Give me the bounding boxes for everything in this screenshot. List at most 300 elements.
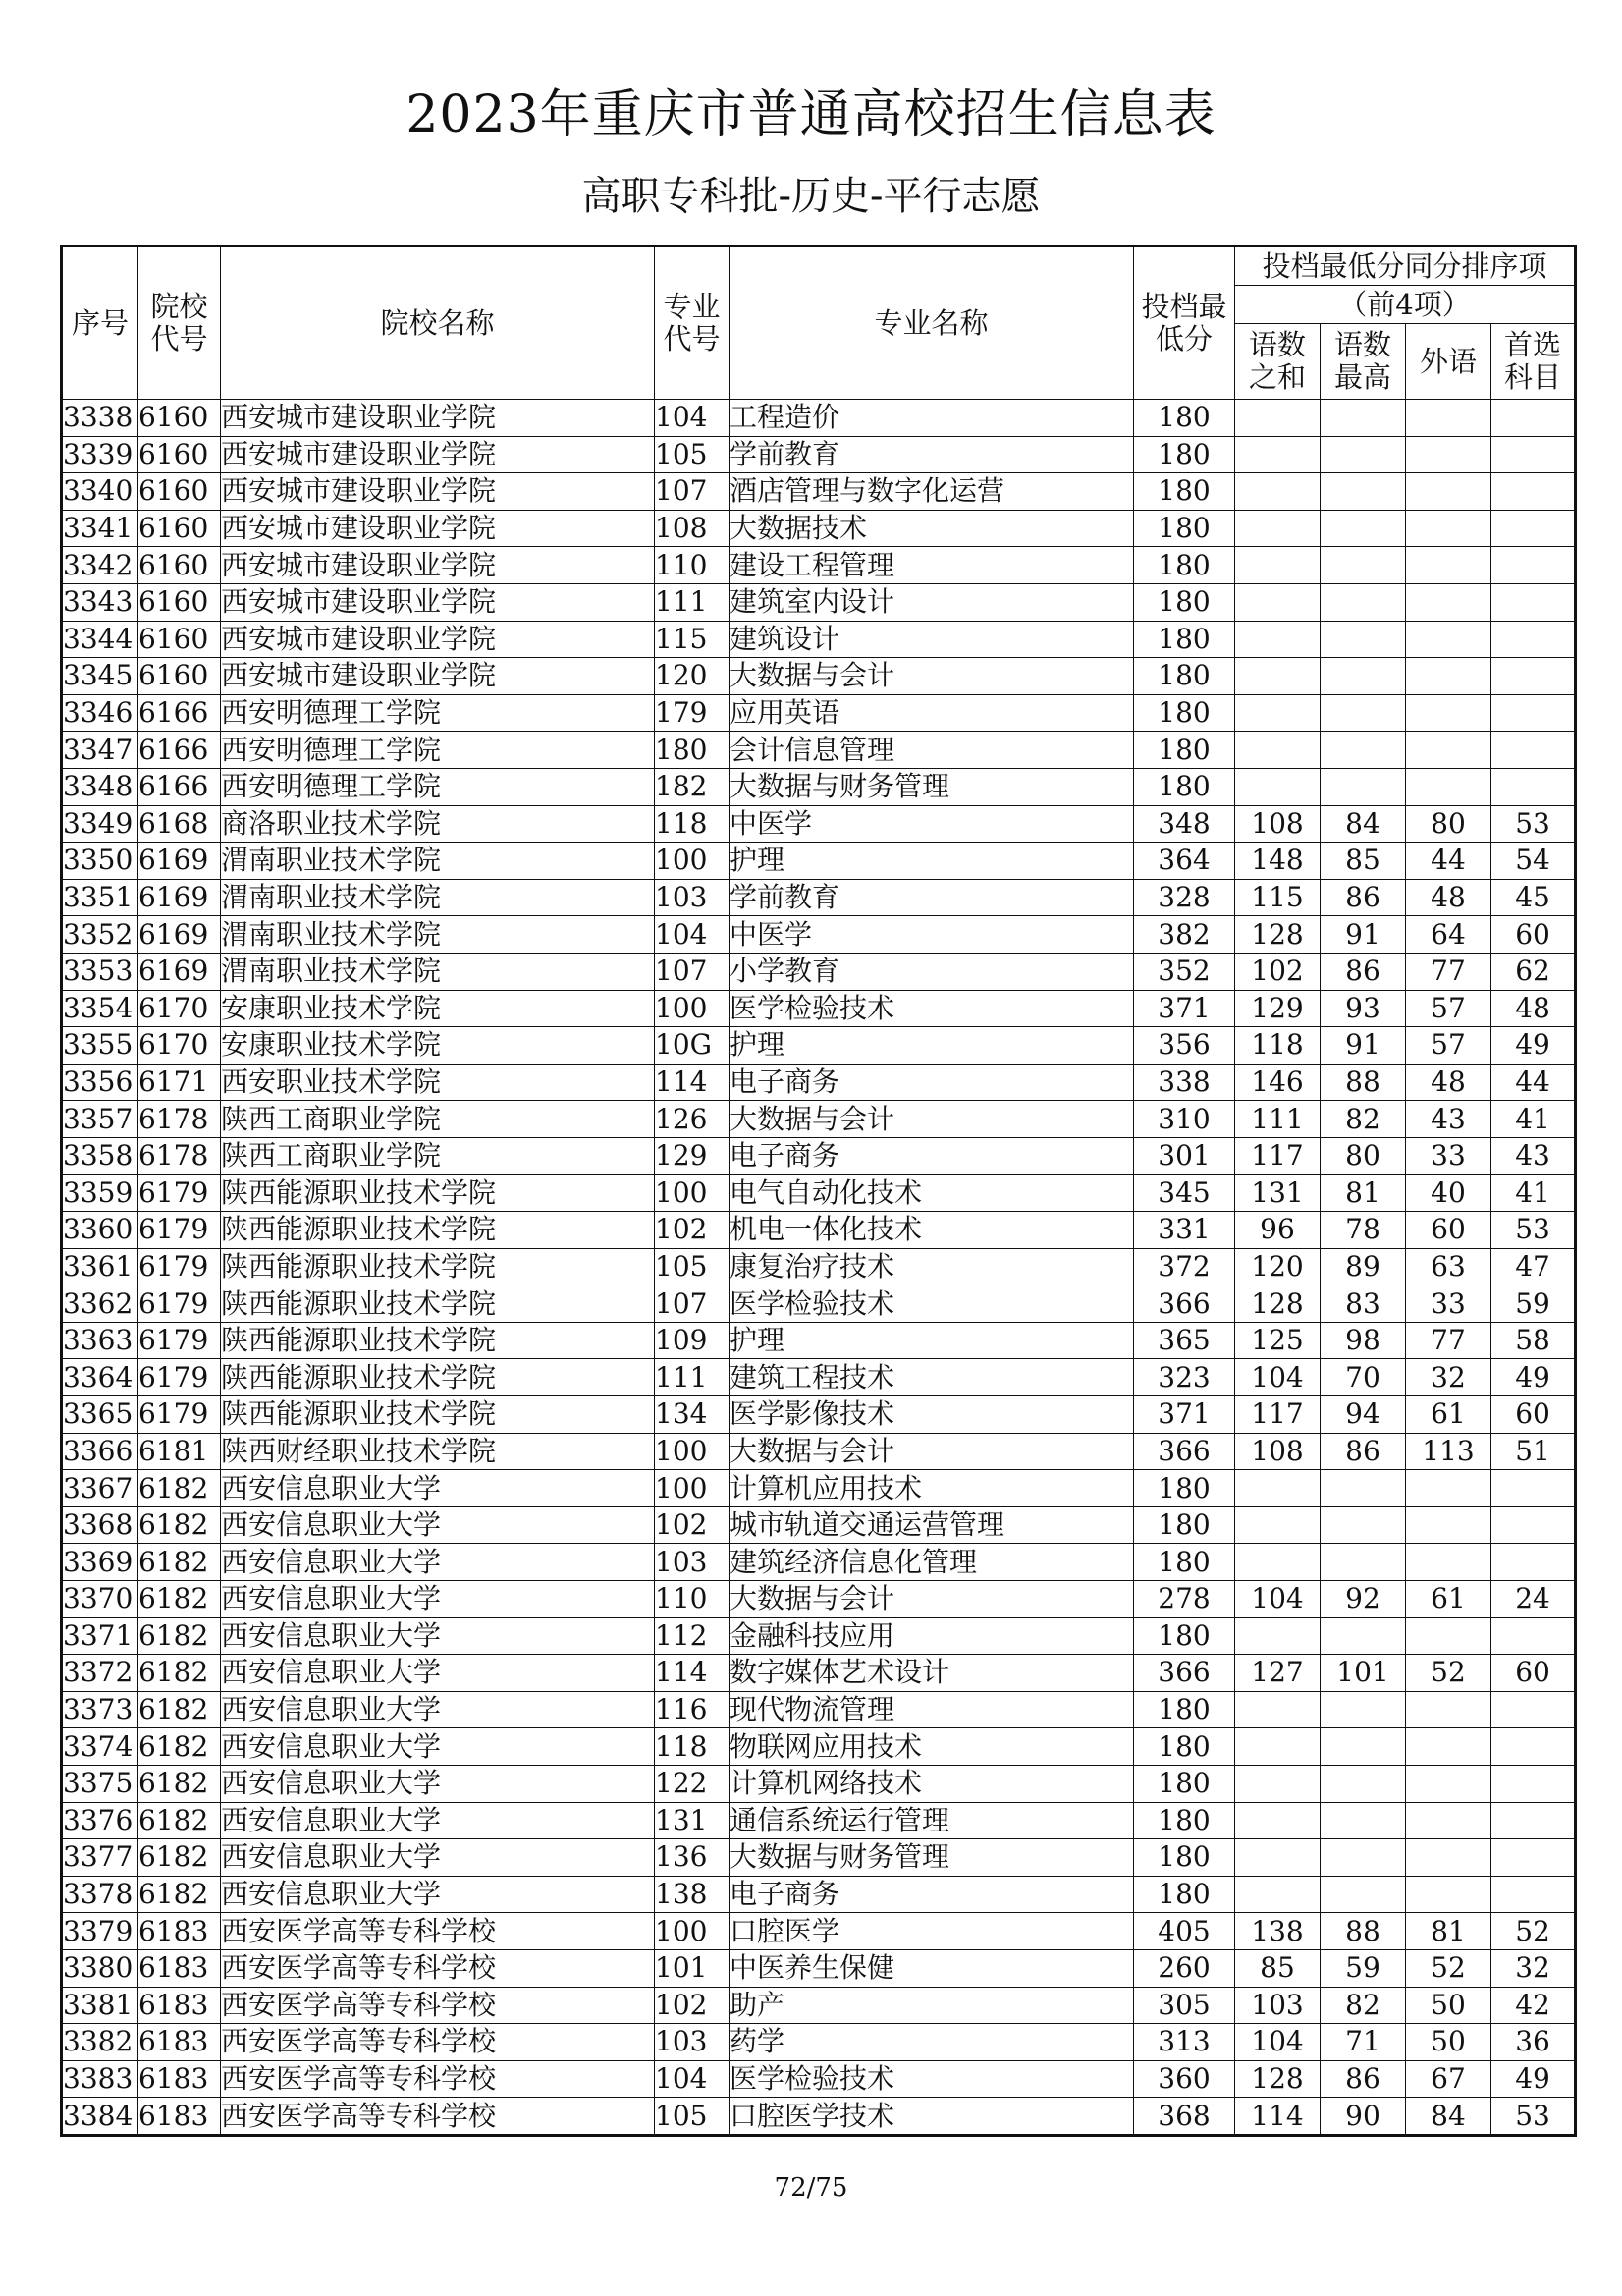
- major-code-cell: 118: [655, 1728, 730, 1766]
- first-subject-cell: [1491, 510, 1576, 547]
- min-score-cell: 368: [1134, 2098, 1235, 2136]
- first-subject-cell: [1491, 400, 1576, 437]
- header-school-name: 院校名称: [221, 246, 655, 400]
- foreign-language-cell: 40: [1406, 1175, 1491, 1212]
- min-score-cell: 180: [1134, 1839, 1235, 1877]
- major-name-cell: 计算机网络技术: [730, 1765, 1134, 1802]
- major-name-cell: 中医养生保健: [730, 1949, 1134, 1987]
- school-name-cell: 西安城市建设职业学院: [221, 583, 655, 621]
- min-score-cell: 180: [1134, 510, 1235, 547]
- min-score-cell: 323: [1134, 1359, 1235, 1396]
- sum-chinese-math-cell: [1235, 1765, 1321, 1802]
- major-code-cell: 100: [655, 1470, 730, 1507]
- table-row: [62, 400, 1576, 437]
- first-subject-cell: 53: [1491, 2098, 1576, 2136]
- major-name-cell: 建筑室内设计: [730, 583, 1134, 621]
- page-subtitle: 高职专科批-历史-平行志愿: [581, 174, 1041, 219]
- school-name-cell: 西安信息职业大学: [221, 1765, 655, 1802]
- min-score-cell: 278: [1134, 1581, 1235, 1618]
- seq-cell: 3354: [62, 990, 138, 1027]
- max-chinese-math-cell: 85: [1321, 843, 1406, 880]
- min-score-cell: 180: [1134, 694, 1235, 732]
- school-name-cell: 西安城市建设职业学院: [221, 547, 655, 584]
- min-score-cell: 313: [1134, 2024, 1235, 2061]
- header-major-name: 专业名称: [730, 246, 1134, 400]
- school-code-cell: 6160: [138, 583, 221, 621]
- seq-cell: 3373: [62, 1691, 138, 1728]
- foreign-language-cell: 50: [1406, 2024, 1491, 2061]
- sum-chinese-math-cell: 108: [1235, 805, 1321, 843]
- max-chinese-math-cell: 91: [1321, 916, 1406, 954]
- major-name-cell: 城市轨道交通运营管理: [730, 1506, 1134, 1544]
- min-score-cell: 338: [1134, 1064, 1235, 1101]
- sum-chinese-math-cell: 118: [1235, 1027, 1321, 1065]
- max-chinese-math-cell: 70: [1321, 1359, 1406, 1396]
- max-chinese-math-cell: 93: [1321, 990, 1406, 1027]
- school-code-cell: 6179: [138, 1285, 221, 1323]
- school-code-cell: 6182: [138, 1876, 221, 1913]
- major-name-cell: 医学影像技术: [730, 1396, 1134, 1434]
- school-name-cell: 渭南职业技术学院: [221, 916, 655, 954]
- school-name-cell: 陕西工商职业学院: [221, 1137, 655, 1175]
- first-subject-cell: [1491, 1876, 1576, 1913]
- foreign-language-cell: [1406, 1544, 1491, 1581]
- min-score-cell: 352: [1134, 953, 1235, 990]
- major-code-cell: 179: [655, 694, 730, 732]
- sum-chinese-math-cell: 128: [1235, 1285, 1321, 1323]
- min-score-cell: 348: [1134, 805, 1235, 843]
- first-subject-cell: [1491, 1765, 1576, 1802]
- major-name-cell: 计算机应用技术: [730, 1470, 1134, 1507]
- school-code-cell: 6160: [138, 658, 221, 695]
- seq-cell: 3355: [62, 1027, 138, 1065]
- min-score-cell: 180: [1134, 1470, 1235, 1507]
- header-first-subject: 首选科目: [1491, 324, 1576, 400]
- major-code-cell: 110: [655, 1581, 730, 1618]
- foreign-language-cell: 84: [1406, 2098, 1491, 2136]
- min-score-cell: 301: [1134, 1137, 1235, 1175]
- seq-cell: 3343: [62, 583, 138, 621]
- table-row: [62, 1728, 1576, 1766]
- school-code-cell: 6178: [138, 1101, 221, 1138]
- seq-cell: 3370: [62, 1581, 138, 1618]
- school-name-cell: 西安信息职业大学: [221, 1506, 655, 1544]
- table-row: [62, 2024, 1576, 2061]
- school-name-cell: 西安信息职业大学: [221, 1655, 655, 1692]
- major-code-cell: 120: [655, 658, 730, 695]
- first-subject-cell: 60: [1491, 1396, 1576, 1434]
- min-score-cell: 305: [1134, 1987, 1235, 2024]
- school-code-cell: 6179: [138, 1212, 221, 1249]
- max-chinese-math-cell: [1321, 1617, 1406, 1655]
- table-row: [62, 1027, 1576, 1065]
- max-chinese-math-cell: [1321, 621, 1406, 658]
- school-code-cell: 6178: [138, 1137, 221, 1175]
- school-name-cell: 西安信息职业大学: [221, 1617, 655, 1655]
- school-name-cell: 西安医学高等专科学校: [221, 2060, 655, 2098]
- sum-chinese-math-cell: 103: [1235, 1987, 1321, 2024]
- major-code-cell: 10G: [655, 1027, 730, 1065]
- sum-chinese-math-cell: 108: [1235, 1433, 1321, 1470]
- major-name-cell: 药学: [730, 2024, 1134, 2061]
- sum-chinese-math-cell: [1235, 621, 1321, 658]
- min-score-cell: 180: [1134, 583, 1235, 621]
- first-subject-cell: 49: [1491, 1027, 1576, 1065]
- school-code-cell: 6182: [138, 1691, 221, 1728]
- foreign-language-cell: [1406, 400, 1491, 437]
- major-name-cell: 会计信息管理: [730, 732, 1134, 769]
- first-subject-cell: 24: [1491, 1581, 1576, 1618]
- min-score-cell: 180: [1134, 732, 1235, 769]
- school-name-cell: 陕西能源职业技术学院: [221, 1396, 655, 1434]
- seq-cell: 3340: [62, 473, 138, 511]
- min-score-cell: 180: [1134, 436, 1235, 473]
- sum-chinese-math-cell: [1235, 510, 1321, 547]
- major-code-cell: 102: [655, 1987, 730, 2024]
- table-row: [62, 436, 1576, 473]
- school-code-cell: 6171: [138, 1064, 221, 1101]
- table-row: [62, 547, 1576, 584]
- school-code-cell: 6183: [138, 2098, 221, 2136]
- seq-cell: 3369: [62, 1544, 138, 1581]
- seq-cell: 3347: [62, 732, 138, 769]
- school-name-cell: 渭南职业技术学院: [221, 843, 655, 880]
- first-subject-cell: 41: [1491, 1175, 1576, 1212]
- major-name-cell: 大数据与财务管理: [730, 768, 1134, 805]
- school-name-cell: 安康职业技术学院: [221, 990, 655, 1027]
- school-name-cell: 西安医学高等专科学校: [221, 1987, 655, 2024]
- school-code-cell: 6179: [138, 1322, 221, 1359]
- major-name-cell: 机电一体化技术: [730, 1212, 1134, 1249]
- seq-cell: 3351: [62, 879, 138, 916]
- sum-chinese-math-cell: [1235, 1691, 1321, 1728]
- first-subject-cell: 32: [1491, 1949, 1576, 1987]
- major-name-cell: 大数据与财务管理: [730, 1839, 1134, 1877]
- major-code-cell: 107: [655, 1285, 730, 1323]
- page-title: 2023年重庆市普通高校招生信息表: [406, 85, 1216, 144]
- school-code-cell: 6183: [138, 1949, 221, 1987]
- school-name-cell: 陕西能源职业技术学院: [221, 1175, 655, 1212]
- school-name-cell: 西安明德理工学院: [221, 732, 655, 769]
- school-name-cell: 西安信息职业大学: [221, 1544, 655, 1581]
- first-subject-cell: [1491, 768, 1576, 805]
- sum-chinese-math-cell: 129: [1235, 990, 1321, 1027]
- seq-cell: 3352: [62, 916, 138, 954]
- foreign-language-cell: 33: [1406, 1137, 1491, 1175]
- major-name-cell: 小学教育: [730, 953, 1134, 990]
- foreign-language-cell: 60: [1406, 1212, 1491, 1249]
- sum-chinese-math-cell: [1235, 768, 1321, 805]
- seq-cell: 3379: [62, 1913, 138, 1950]
- school-name-cell: 西安城市建设职业学院: [221, 473, 655, 511]
- table-row: [62, 1396, 1576, 1434]
- max-chinese-math-cell: [1321, 1506, 1406, 1544]
- table-row: [62, 694, 1576, 732]
- foreign-language-cell: 64: [1406, 916, 1491, 954]
- school-name-cell: 西安职业技术学院: [221, 1064, 655, 1101]
- header-seq: 序号: [62, 246, 138, 400]
- seq-cell: 3365: [62, 1396, 138, 1434]
- seq-cell: 3349: [62, 805, 138, 843]
- max-chinese-math-cell: 78: [1321, 1212, 1406, 1249]
- first-subject-cell: 60: [1491, 1655, 1576, 1692]
- foreign-language-cell: 43: [1406, 1101, 1491, 1138]
- major-code-cell: 118: [655, 805, 730, 843]
- sum-chinese-math-cell: [1235, 1617, 1321, 1655]
- foreign-language-cell: [1406, 1839, 1491, 1877]
- school-name-cell: 陕西能源职业技术学院: [221, 1248, 655, 1285]
- school-name-cell: 西安医学高等专科学校: [221, 1949, 655, 1987]
- foreign-language-cell: 81: [1406, 1913, 1491, 1950]
- min-score-cell: 345: [1134, 1175, 1235, 1212]
- table-row: [62, 1322, 1576, 1359]
- header-major-code: 专业代号: [655, 246, 730, 400]
- foreign-language-cell: [1406, 436, 1491, 473]
- max-chinese-math-cell: 59: [1321, 1949, 1406, 1987]
- sum-chinese-math-cell: [1235, 1839, 1321, 1877]
- page-number: 72/75: [774, 2173, 848, 2203]
- table-row: [62, 2098, 1576, 2136]
- table-row: [62, 1175, 1576, 1212]
- sum-chinese-math-cell: 131: [1235, 1175, 1321, 1212]
- major-code-cell: 104: [655, 2060, 730, 2098]
- table-row: [62, 1433, 1576, 1470]
- table-row: [62, 473, 1576, 511]
- first-subject-cell: [1491, 1470, 1576, 1507]
- major-code-cell: 100: [655, 1913, 730, 1950]
- table-row: [62, 1617, 1576, 1655]
- major-name-cell: 护理: [730, 843, 1134, 880]
- school-code-cell: 6183: [138, 2060, 221, 2098]
- sum-chinese-math-cell: 85: [1235, 1949, 1321, 1987]
- major-name-cell: 物联网应用技术: [730, 1728, 1134, 1766]
- foreign-language-cell: 67: [1406, 2060, 1491, 2098]
- major-code-cell: 138: [655, 1876, 730, 1913]
- table-row: [62, 1839, 1576, 1877]
- major-code-cell: 105: [655, 436, 730, 473]
- first-subject-cell: 47: [1491, 1248, 1576, 1285]
- major-code-cell: 104: [655, 400, 730, 437]
- min-score-cell: 180: [1134, 1617, 1235, 1655]
- max-chinese-math-cell: 86: [1321, 879, 1406, 916]
- table-row: [62, 658, 1576, 695]
- max-chinese-math-cell: 90: [1321, 2098, 1406, 2136]
- foreign-language-cell: [1406, 768, 1491, 805]
- major-name-cell: 护理: [730, 1027, 1134, 1065]
- major-code-cell: 103: [655, 2024, 730, 2061]
- school-name-cell: 西安城市建设职业学院: [221, 510, 655, 547]
- table-row: [62, 1876, 1576, 1913]
- max-chinese-math-cell: [1321, 768, 1406, 805]
- school-code-cell: 6179: [138, 1248, 221, 1285]
- sum-chinese-math-cell: 146: [1235, 1064, 1321, 1101]
- school-code-cell: 6182: [138, 1506, 221, 1544]
- sum-chinese-math-cell: [1235, 1802, 1321, 1839]
- table-row: [62, 510, 1576, 547]
- header-tie-sub: （前4项）: [1235, 286, 1576, 324]
- first-subject-cell: [1491, 1544, 1576, 1581]
- min-score-cell: 364: [1134, 843, 1235, 880]
- major-name-cell: 数字媒体艺术设计: [730, 1655, 1134, 1692]
- school-code-cell: 6182: [138, 1728, 221, 1766]
- seq-cell: 3353: [62, 953, 138, 990]
- min-score-cell: 180: [1134, 1506, 1235, 1544]
- table-row: [62, 1359, 1576, 1396]
- foreign-language-cell: 48: [1406, 879, 1491, 916]
- min-score-cell: 356: [1134, 1027, 1235, 1065]
- major-code-cell: 134: [655, 1396, 730, 1434]
- min-score-cell: 180: [1134, 1802, 1235, 1839]
- foreign-language-cell: [1406, 1876, 1491, 1913]
- seq-cell: 3361: [62, 1248, 138, 1285]
- max-chinese-math-cell: [1321, 1544, 1406, 1581]
- major-name-cell: 通信系统运行管理: [730, 1802, 1134, 1839]
- school-code-cell: 6179: [138, 1359, 221, 1396]
- first-subject-cell: 42: [1491, 1987, 1576, 2024]
- foreign-language-cell: [1406, 732, 1491, 769]
- sum-chinese-math-cell: [1235, 658, 1321, 695]
- major-code-cell: 129: [655, 1137, 730, 1175]
- seq-cell: 3372: [62, 1655, 138, 1692]
- school-name-cell: 西安信息职业大学: [221, 1728, 655, 1766]
- max-chinese-math-cell: [1321, 1876, 1406, 1913]
- school-code-cell: 6181: [138, 1433, 221, 1470]
- major-code-cell: 115: [655, 621, 730, 658]
- foreign-language-cell: 63: [1406, 1248, 1491, 1285]
- major-code-cell: 114: [655, 1655, 730, 1692]
- school-name-cell: 西安信息职业大学: [221, 1839, 655, 1877]
- major-code-cell: 109: [655, 1322, 730, 1359]
- table-row: [62, 1691, 1576, 1728]
- first-subject-cell: 49: [1491, 2060, 1576, 2098]
- seq-cell: 3366: [62, 1433, 138, 1470]
- table-row: [62, 1581, 1576, 1618]
- major-name-cell: 大数据与会计: [730, 658, 1134, 695]
- sum-chinese-math-cell: [1235, 1876, 1321, 1913]
- max-chinese-math-cell: 98: [1321, 1322, 1406, 1359]
- min-score-cell: 366: [1134, 1433, 1235, 1470]
- major-code-cell: 105: [655, 2098, 730, 2136]
- school-code-cell: 6160: [138, 436, 221, 473]
- school-name-cell: 西安信息职业大学: [221, 1802, 655, 1839]
- sum-chinese-math-cell: 104: [1235, 2024, 1321, 2061]
- max-chinese-math-cell: [1321, 1765, 1406, 1802]
- table-row: [62, 1064, 1576, 1101]
- first-subject-cell: [1491, 732, 1576, 769]
- foreign-language-cell: 33: [1406, 1285, 1491, 1323]
- seq-cell: 3345: [62, 658, 138, 695]
- school-name-cell: 西安信息职业大学: [221, 1876, 655, 1913]
- school-name-cell: 渭南职业技术学院: [221, 953, 655, 990]
- foreign-language-cell: [1406, 510, 1491, 547]
- major-code-cell: 108: [655, 510, 730, 547]
- first-subject-cell: [1491, 1728, 1576, 1766]
- major-name-cell: 大数据与会计: [730, 1433, 1134, 1470]
- first-subject-cell: 48: [1491, 990, 1576, 1027]
- foreign-language-cell: 113: [1406, 1433, 1491, 1470]
- seq-cell: 3350: [62, 843, 138, 880]
- table-row: [62, 805, 1576, 843]
- table-row: [62, 1248, 1576, 1285]
- max-chinese-math-cell: 94: [1321, 1396, 1406, 1434]
- school-code-cell: 6168: [138, 805, 221, 843]
- seq-cell: 3348: [62, 768, 138, 805]
- major-name-cell: 电子商务: [730, 1064, 1134, 1101]
- max-chinese-math-cell: 101: [1321, 1655, 1406, 1692]
- seq-cell: 3374: [62, 1728, 138, 1766]
- major-name-cell: 护理: [730, 1322, 1134, 1359]
- school-code-cell: 6169: [138, 879, 221, 916]
- seq-cell: 3341: [62, 510, 138, 547]
- first-subject-cell: [1491, 473, 1576, 511]
- school-code-cell: 6160: [138, 621, 221, 658]
- first-subject-cell: [1491, 1617, 1576, 1655]
- table-row: [62, 1212, 1576, 1249]
- school-code-cell: 6182: [138, 1581, 221, 1618]
- seq-cell: 3344: [62, 621, 138, 658]
- seq-cell: 3377: [62, 1839, 138, 1877]
- first-subject-cell: 43: [1491, 1137, 1576, 1175]
- header-max-chinese-math: 语数最高: [1321, 324, 1406, 400]
- seq-cell: 3364: [62, 1359, 138, 1396]
- school-code-cell: 6182: [138, 1802, 221, 1839]
- school-code-cell: 6182: [138, 1655, 221, 1692]
- max-chinese-math-cell: [1321, 1728, 1406, 1766]
- major-name-cell: 中医学: [730, 916, 1134, 954]
- table-row: [62, 1802, 1576, 1839]
- major-code-cell: 122: [655, 1765, 730, 1802]
- major-code-cell: 180: [655, 732, 730, 769]
- table-row: [62, 1506, 1576, 1544]
- school-name-cell: 商洛职业技术学院: [221, 805, 655, 843]
- seq-cell: 3342: [62, 547, 138, 584]
- table-row: [62, 768, 1576, 805]
- school-code-cell: 6183: [138, 2024, 221, 2061]
- min-score-cell: 360: [1134, 2060, 1235, 2098]
- table-row: [62, 2060, 1576, 2098]
- max-chinese-math-cell: [1321, 583, 1406, 621]
- school-code-cell: 6183: [138, 1987, 221, 2024]
- max-chinese-math-cell: 88: [1321, 1913, 1406, 1950]
- major-name-cell: 口腔医学: [730, 1913, 1134, 1950]
- max-chinese-math-cell: 82: [1321, 1101, 1406, 1138]
- min-score-cell: 180: [1134, 473, 1235, 511]
- seq-cell: 3339: [62, 436, 138, 473]
- first-subject-cell: 49: [1491, 1359, 1576, 1396]
- first-subject-cell: 54: [1491, 843, 1576, 880]
- school-code-cell: 6182: [138, 1617, 221, 1655]
- major-name-cell: 建筑设计: [730, 621, 1134, 658]
- school-name-cell: 陕西工商职业学院: [221, 1101, 655, 1138]
- sum-chinese-math-cell: [1235, 1506, 1321, 1544]
- school-code-cell: 6166: [138, 694, 221, 732]
- sum-chinese-math-cell: 120: [1235, 1248, 1321, 1285]
- major-code-cell: 100: [655, 843, 730, 880]
- major-name-cell: 医学检验技术: [730, 2060, 1134, 2098]
- foreign-language-cell: 50: [1406, 1987, 1491, 2024]
- min-score-cell: 180: [1134, 1876, 1235, 1913]
- major-code-cell: 107: [655, 953, 730, 990]
- foreign-language-cell: 57: [1406, 990, 1491, 1027]
- first-subject-cell: 62: [1491, 953, 1576, 990]
- sum-chinese-math-cell: 117: [1235, 1396, 1321, 1434]
- max-chinese-math-cell: 86: [1321, 953, 1406, 990]
- major-code-cell: 105: [655, 1248, 730, 1285]
- school-code-cell: 6160: [138, 400, 221, 437]
- school-name-cell: 西安城市建设职业学院: [221, 436, 655, 473]
- seq-cell: 3378: [62, 1876, 138, 1913]
- major-code-cell: 111: [655, 1359, 730, 1396]
